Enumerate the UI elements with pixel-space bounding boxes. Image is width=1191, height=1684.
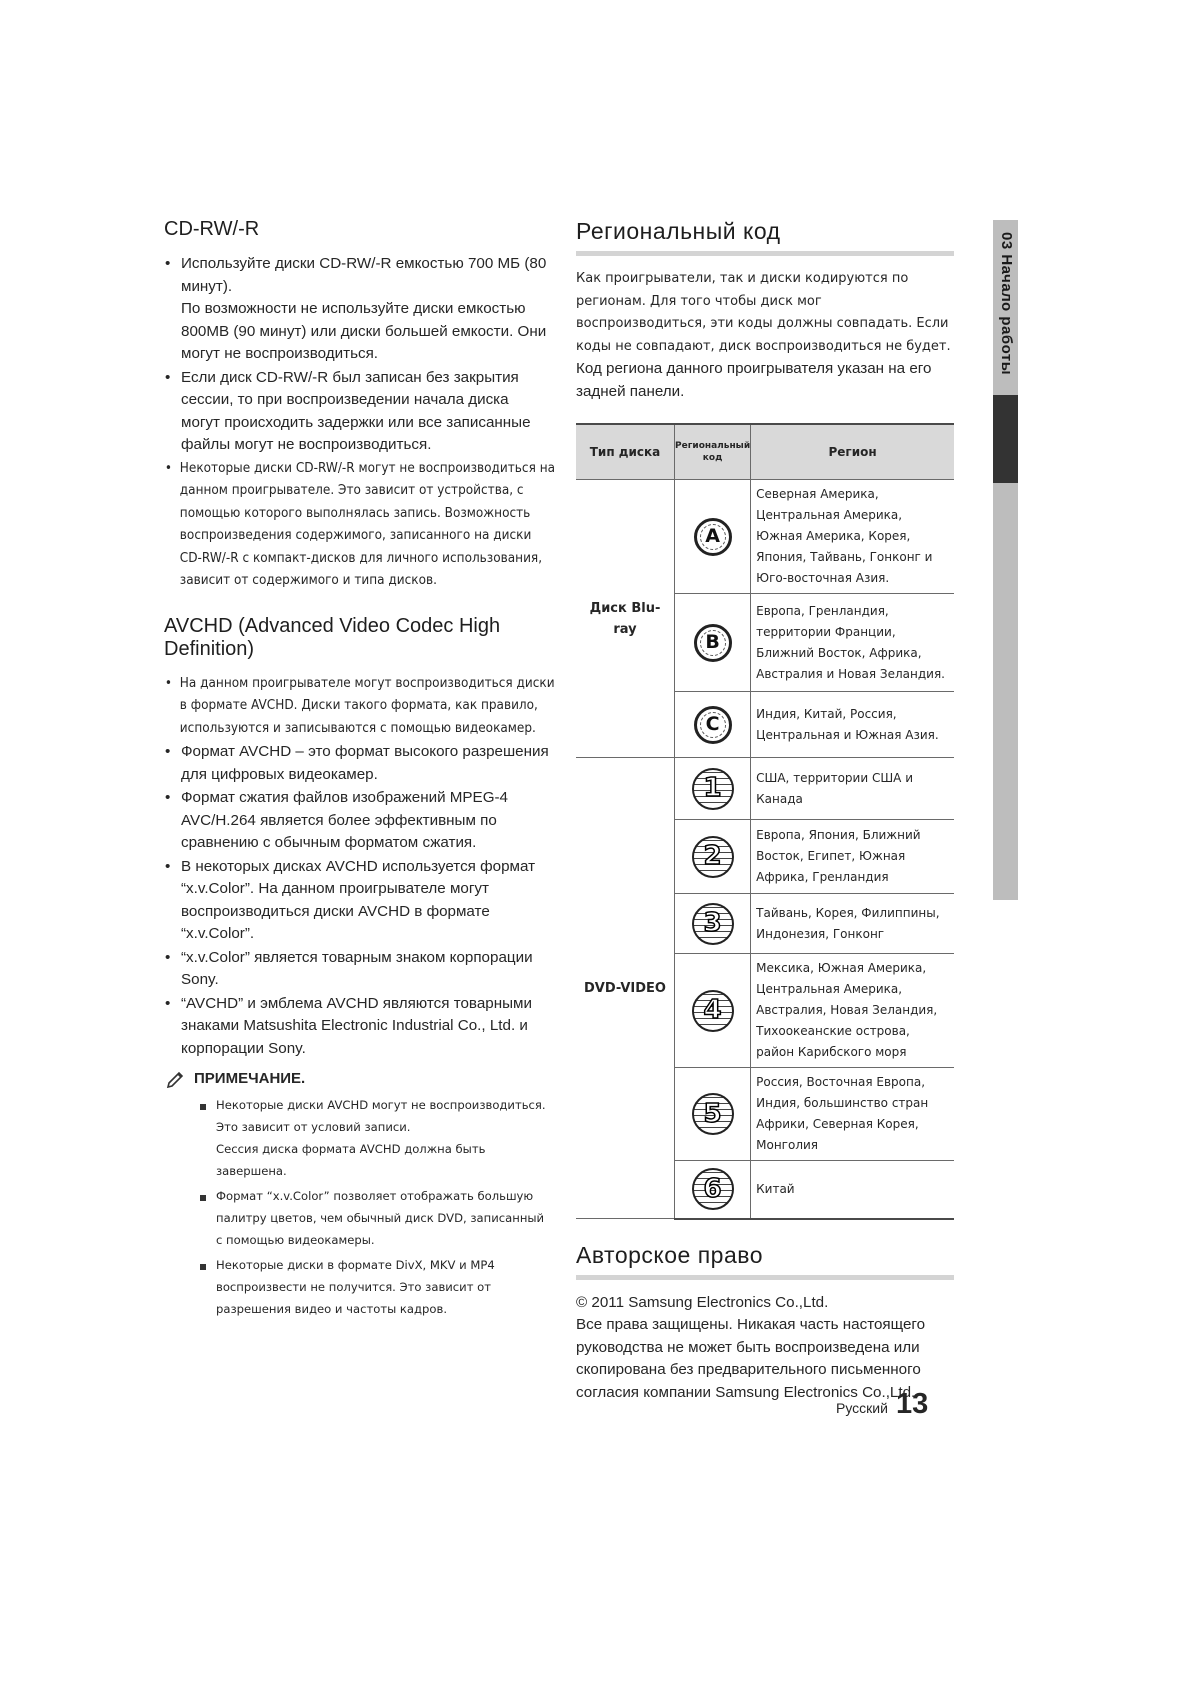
disc-type-dvd: DVD-VIDEO	[576, 758, 675, 1219]
region-title: Региональный код	[576, 218, 781, 244]
list-item: Некоторые диски в формате DivX, MKV и MP4 воспроизвести не получится. Это зависит от разрешения видео и частоты кадров.	[198, 1254, 549, 1320]
bluray-region-c-icon: C	[694, 706, 732, 744]
table-cell: Мексика, Южная Америка, Центральная Америка, Австралия, Новая Зеландия, Тихоокеанские острова, район Карибского моря	[751, 954, 954, 1068]
region-table	[576, 423, 954, 1220]
region-code-6	[675, 1161, 751, 1219]
copyright-paragraph: Все права защищены. Никакая часть настоящего руководства не может быть воспроизведена или скопирована без предварительного письменного согласия компании Samsung Electronics Co.,Ltd.	[576, 1316, 926, 1401]
table-cell: Россия, Восточная Европа, Индия, большинство стран Африки, Северная Корея, Монголия	[751, 1068, 954, 1161]
table-cell: Северная Америка, Центральная Америка, Южная Америка, Корея, Япония, Тайвань, Гонконг и Юго-восточная Азия.	[751, 480, 954, 594]
region-paragraph-2: Код региона данного проигрывателя указан на его задней панели.	[576, 360, 932, 400]
avchd-list	[164, 673, 555, 1061]
table-header-code: Региональный код	[675, 424, 751, 480]
globe-region-6-icon: 6	[692, 1168, 734, 1210]
table-cell: Индия, Китай, Россия, Центральная и Южная Азия.	[751, 692, 954, 758]
chapter-label: 03 Начало работы	[998, 232, 1015, 376]
title-rule	[576, 251, 954, 256]
list-item: • Некоторые диски CD-RW/-R могут не воспроизводиться на данном проигрывателе. Это зависит от устройства, с помощью которого выполнялась запись. Возможность воспроизведения содержимого, записанного на диски CD-RW/-R с компакт-дисков для личного использования, зависит от содержимого и типа дисков.	[164, 458, 556, 593]
bluray-region-a-icon: A	[694, 518, 732, 556]
globe-region-3-icon: 3	[692, 903, 734, 945]
region-paragraph: Как проигрыватели, так и диски кодируются по регионам. Для того чтобы диск мог воспроизводиться, эти коды должны совпадать. Если коды не совпадают, диск воспроизводиться не будет.	[576, 271, 951, 354]
cdrw-list	[164, 253, 556, 593]
table-cell: Китай	[751, 1161, 954, 1219]
table-header-region: Регион	[751, 424, 954, 480]
region-code-5	[675, 1068, 751, 1161]
list-item: • “AVCHD” и эмблема AVCHD являются товарными знаками Matsushita Electronic Industrial Co., Ltd. и корпорации Sony.	[164, 993, 549, 1061]
table-cell: США, территории США и Канада	[751, 758, 954, 820]
cdrw-title: CD-RW/-R	[164, 218, 260, 240]
list-item: • В некоторых дисках AVCHD используется формат “x.v.Color”. На данном проигрывателе могут воспроизводиться диски AVCHD в формате “x.v.Color”.	[164, 856, 549, 946]
page-number: 13	[895, 1388, 929, 1420]
region-code-a	[675, 480, 751, 594]
title-rule	[576, 1275, 954, 1280]
list-item: • Формат AVCHD – это формат высокого разрешения для цифровых видеокамер.	[164, 741, 549, 786]
region-code-2	[675, 820, 751, 894]
table-cell: Тайвань, Корея, Филиппины, Индонезия, Гонконг	[751, 894, 954, 954]
pencil-icon	[166, 1068, 186, 1088]
table-cell: Европа, Япония, Ближний Восток, Египет, Южная Африка, Гренландия	[751, 820, 954, 894]
footer-language: Русский	[836, 1400, 888, 1416]
copyright-line: © 2011 Samsung Electronics Co.,Ltd.	[576, 1293, 829, 1311]
left-column	[164, 218, 556, 1323]
avchd-title: AVCHD (Advanced Video Codec High Definition)	[164, 614, 501, 660]
region-code-3	[675, 894, 751, 954]
list-item: • Если диск CD-RW/-R был записан без закрытия сессии, то при воспроизведении начала диска могут происходить задержки или все записанные файлы могут не воспроизводиться.	[164, 367, 549, 457]
globe-region-4-icon: 4	[692, 990, 734, 1032]
globe-region-5-icon: 5	[692, 1093, 734, 1135]
table-cell: Европа, Гренландия, территории Франции, Ближний Восток, Африка, Австралия и Новая Зеландия.	[751, 594, 954, 692]
list-item: Формат “x.v.Color” позволяет отображать большую палитру цветов, чем обычный диск DVD, записанный с помощью видеокамеры.	[198, 1185, 549, 1251]
disc-type-bluray: Диск Blu-ray	[576, 480, 675, 758]
note-list	[164, 1094, 549, 1320]
list-item: Некоторые диски AVCHD могут не воспроизводиться. Это зависит от условий записи. Сессия диска формата AVCHD должна быть завершена.	[198, 1094, 549, 1182]
right-column	[576, 218, 954, 1404]
region-code-4	[675, 954, 751, 1068]
region-code-c	[675, 692, 751, 758]
table-header-type: Тип диска	[576, 424, 675, 480]
copyright-title: Авторское право	[576, 1241, 763, 1268]
list-item: • На данном проигрывателе могут воспроизводиться диски в формате AVCHD. Диски такого формата, как правило, используются и записываются с помощью видеокамер.	[164, 673, 556, 741]
region-code-b	[675, 594, 751, 692]
page-footer	[836, 1388, 928, 1421]
globe-region-2-icon: 2	[692, 836, 734, 878]
list-item: • Используйте диски CD-RW/-R емкостью 700 МБ (80 минут). По возможности не используйте диски емкостью 800MB (90 минут) или диски большей емкости. Они могут не воспроизводиться.	[164, 253, 549, 366]
list-item: • Формат сжатия файлов изображений MPEG-4 AVC/H.264 является более эффективным по сравнению с обычным форматом сжатия.	[164, 787, 549, 855]
side-tab-marker	[993, 395, 1018, 483]
bluray-region-b-icon: B	[694, 624, 732, 662]
globe-region-1-icon: 1	[692, 768, 734, 810]
list-item: • “x.v.Color” является товарным знаком корпорации Sony.	[164, 947, 549, 992]
note-header: ПРИМЕЧАНИЕ.	[166, 1068, 549, 1088]
region-code-1	[675, 758, 751, 820]
